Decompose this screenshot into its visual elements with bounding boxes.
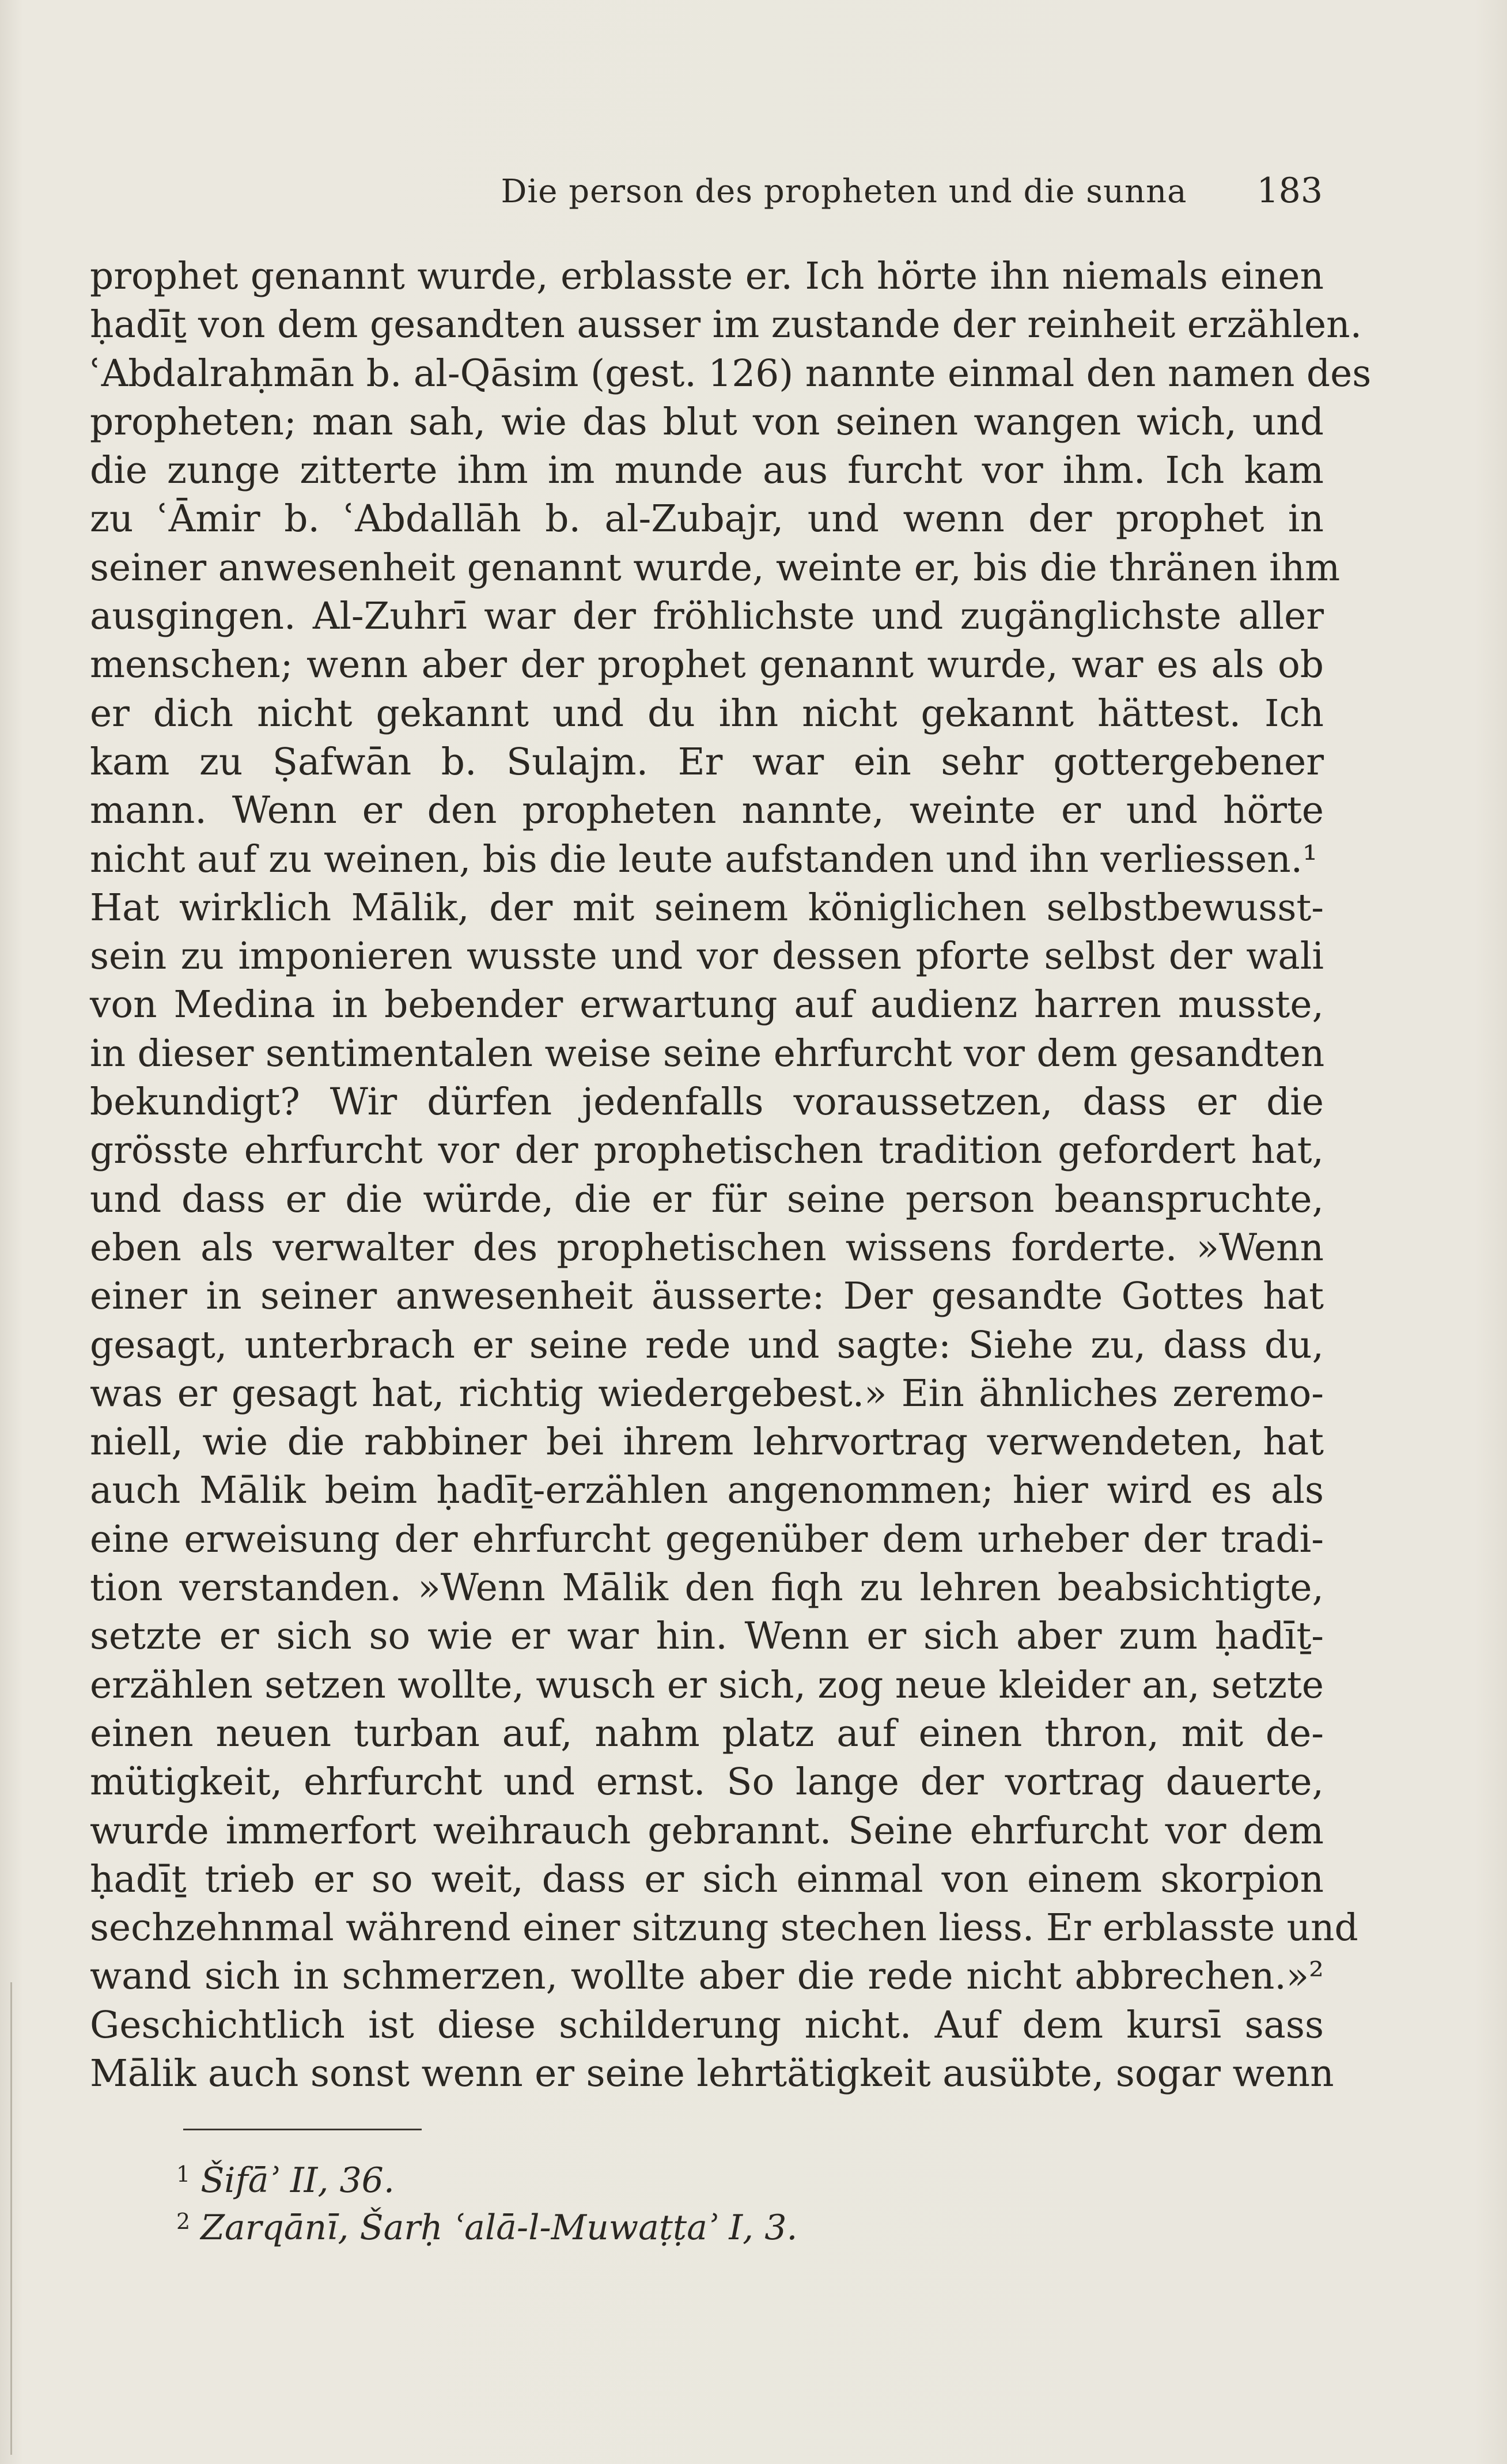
text-line: sechzehnmal während einer sitzung stechen liess. Er erblasste und: [90, 1906, 1358, 1950]
text-line: sein zu imponieren wusste und vor dessen pforte selbst der wali: [90, 935, 1324, 978]
text-line: propheten; man sah, wie das blut von seinen wangen wich, und: [90, 400, 1324, 444]
text-line: Geschichtlich ist diese schilderung nicht. Auf dem kursī sass: [90, 2003, 1324, 2047]
page-number: 183: [1256, 171, 1323, 211]
text-line: und dass er die würde, die er für seine person beanspruchte,: [90, 1177, 1324, 1221]
text-line: ausgingen. Al-Zuhrī war der fröhlichste und zugänglichste aller: [90, 595, 1324, 638]
body-text: [90, 252, 1372, 2098]
text-line: wand sich in schmerzen, wollte aber die rede nicht abbrechen.»²: [90, 1955, 1324, 1998]
text-line: grösste ehrfurcht vor der prophetischen tradition gefordert hat,: [90, 1129, 1324, 1173]
text-line: eben als verwalter des prophetischen wissens forderte. »Wenn: [90, 1226, 1324, 1269]
footnote-text: Šifāʾ II, 36.: [200, 2160, 395, 2201]
text-line: erzählen setzen wollte, wusch er sich, zog neue kleider an, setzte: [90, 1663, 1324, 1707]
text-line: seiner anwesenheit genannt wurde, weinte er, bis die thränen ihm: [90, 546, 1341, 589]
text-line: mann. Wenn er den propheten nannte, weinte er und hörte: [90, 789, 1324, 833]
text-line: Mālik auch sonst wenn er seine lehrtätigkeit ausübte, sogar wenn: [90, 2051, 1334, 2095]
text-line: er dich nicht gekannt und du ihn nicht gekannt hättest. Ich: [90, 691, 1324, 735]
running-header: Die person des propheten und die sunna: [501, 173, 1187, 210]
footnote-mark: 1: [176, 2161, 191, 2187]
text-line: ḥadīṯ trieb er so weit, dass er sich einmal von einem skorpion: [90, 1857, 1324, 1901]
footnotes: [176, 2151, 1098, 2248]
footnote-1: [176, 2151, 1098, 2201]
text-line: zu ʿĀmir b. ʿAbdallāh b. al-Zubajr, und wenn der prophet in: [90, 497, 1324, 541]
text-line: ʿAbdalraḥmān b. al-Qāsim (gest. 126) nannte einmal den namen des: [90, 352, 1372, 395]
footnote-rule: [183, 2129, 422, 2130]
text-line: die zunge zitterte ihm im munde aus furcht vor ihm. Ich kam: [90, 449, 1324, 493]
text-line: prophet genannt wurde, erblasste er. Ich hörte ihn niemals einen: [90, 255, 1324, 298]
text-line: eine erweisung der ehrfurcht gegenüber dem urheber der tradi-: [90, 1517, 1324, 1561]
text-line: was er gesagt hat, richtig wiedergebest.» Ein ähnliches zeremo-: [90, 1371, 1324, 1415]
text-line: niell, wie die rabbiner bei ihrem lehrvortrag verwendeten, hat: [90, 1420, 1324, 1464]
text-line: nicht auf zu weinen, bis die leute aufstanden und ihn verliessen.¹: [90, 837, 1317, 881]
text-line: ḥadīṯ von dem gesandten ausser im zustande der reinheit erzählen.: [90, 303, 1362, 347]
text-line: von Medina in bebender erwartung auf audienz harren musste,: [90, 983, 1324, 1027]
footnote-2: [176, 2198, 1098, 2248]
text-line: kam zu Ṣafwān b. Sulajm. Er war ein sehr gottergebener: [90, 740, 1324, 784]
text-line: Hat wirklich Mālik, der mit seinem königlichen selbstbewusst-: [90, 886, 1324, 929]
text-line: menschen; wenn aber der prophet genannt wurde, war es als ob: [90, 643, 1324, 687]
text-line: wurde immerfort weihrauch gebrannt. Seine ehrfurcht vor dem: [90, 1809, 1324, 1853]
footnote-text: Zarqānī, Šarḥ ʿalā-l-Muwaṭṭaʾ I, 3.: [200, 2208, 798, 2248]
text-line: bekundigt? Wir dürfen jedenfalls voraussetzen, dass er die: [90, 1080, 1324, 1124]
text-line: tion verstanden. »Wenn Mālik den fiqh zu lehren beabsichtigte,: [90, 1566, 1324, 1610]
text-line: einer in seiner anwesenheit äusserte: Der gesandte Gottes hat: [90, 1275, 1324, 1318]
text-line: in dieser sentimentalen weise seine ehrfurcht vor dem gesandten: [90, 1031, 1325, 1075]
text-line: setzte er sich so wie er war hin. Wenn er sich aber zum ḥadīṯ-: [90, 1615, 1324, 1658]
text-line: mütigkeit, ehrfurcht und ernst. So lange der vortrag dauerte,: [90, 1760, 1324, 1804]
text-line: auch Mālik beim ḥadīṯ-erzählen angenommen; hier wird es als: [90, 1469, 1324, 1513]
footnote-mark: 2: [176, 2209, 191, 2234]
text-line: gesagt, unterbrach er seine rede und sagte: Siehe zu, dass du,: [90, 1323, 1324, 1367]
text-line: einen neuen turban auf, nahm platz auf einen thron, mit de-: [90, 1711, 1324, 1755]
page-edge-shadow: [10, 1982, 12, 2455]
